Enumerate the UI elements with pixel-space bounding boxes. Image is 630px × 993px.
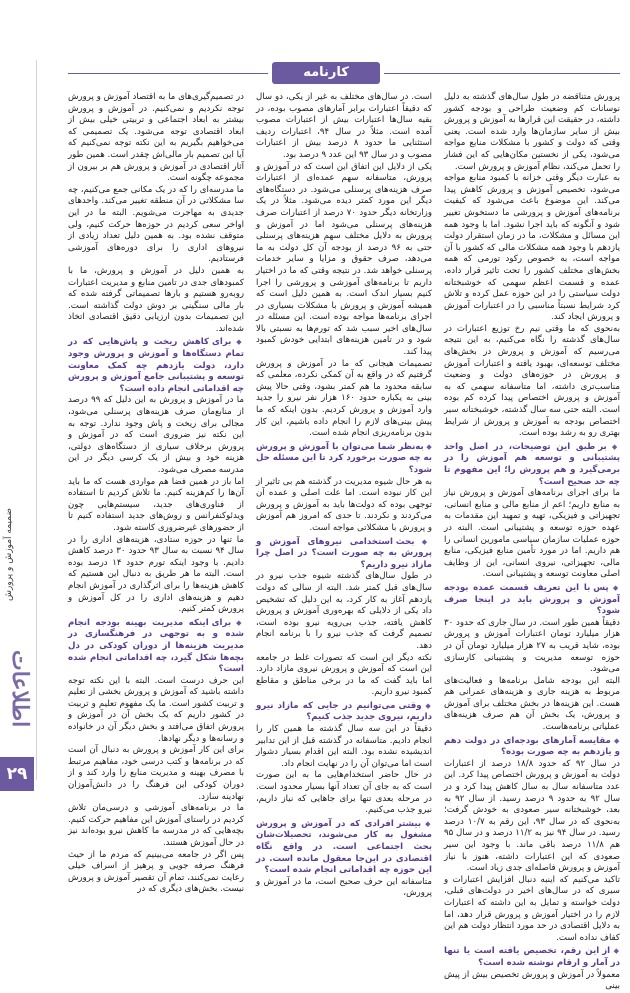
interview-question: ◆ بحث استخدامی نیروهای آموزش و پرورش به چه صورت است؟ در اصل چرا مازاد نیرو داریم؟ bbox=[256, 537, 432, 572]
body-paragraph: ما در برنامه‌های آموزشی و درسی‌مان تلاش کردیم در راستای آموزش این مفاهیم حرکت کنیم. بچه‌هایی که در مدرسه ما کاهش نیرو بوده‌اند نیز در حال آموزش هستند. bbox=[68, 803, 244, 848]
header-rule-right bbox=[384, 73, 620, 74]
body-paragraph: در حال حاضر استخدام‌هایی ما به این صورت است که به جای آن تعداد آنها بسیار محدود است. در مرحله بعدی تنها برای جاهایی که نیاز داریم، نیرو جذب می‌کنیم. bbox=[256, 770, 432, 816]
body-paragraph: تصمیمات هیجانی که ما در آموزش و پرورش گرفتیم که در واقع به آن کمکی نکرده، معلمی که سابقه محدود ما هم کمتر بشود، وقتی حالا پیش بینی به یکباره حدود ۱۶۰ هزار نفر نیرو را جدید وارد آموزش و پرورش کردیم. بدون اینکه که ما پیش بینی‌های لازم را انجام داده باشیم، این کار بدون برنامه‌ریزی انجام شده است. bbox=[256, 358, 432, 439]
body-paragraph: در سال ۹۲ که حدود ۱۸/۸ درصد از اعتبارات دولت به آموزش و پرورش اختصاص پیدا کرد. این عدد متاسفانه سال به سال کاهش پیدا کرد و در سال ۹۲ به حدود ۹ درصد رسید. از سال ۹۲ به بعد، خوشبختانه سیر صعودی به خودش گرفت؛ به‌نحوی که در سال ۹۳، این رقم به ۱۰/۷ درصد رسید. در سال ۹۴ نیز به ۱۱/۲ درصد و در سال ۹۵ هم ۱۱/۸ درصد باقی ماند. با وجود این سیر صعودی که این اعتبارات داشته، هنوز با نیاز آموزش و پرورش فاصله‌ای جدی زیاد است. bbox=[444, 758, 621, 874]
page-number: ۲۹ bbox=[0, 757, 34, 791]
body-paragraph: اما باز در همین فضا هم مواردی هست که ما باید آن‌ها را کم‌هزینه کنیم. ما تلاش کردیم تا استفاده از فناوری‌های جدید، سیستم‌هایی چون ویدئوکنفرانس و روش‌های جدید استفاده کنیم تا از حضورهای غیرضروری کاسته شود. bbox=[68, 476, 244, 533]
body-paragraph: برای این کار آموزش و پرورش به دنبال آن است که در برنامه‌ها و کتب درسی خود، مفاهیم مرتبط با مصرف بهینه و مدیریت منابع را وارد کند و از دوران کودکی این فرهنگ را در دانش‌آموزان نهادینه سازد. bbox=[68, 745, 244, 802]
body-paragraph: تاکید می‌کنیم که اینبه دنبال افزایش اعتبارات و سیری که در سال‌های اخیر در دولت‌های قبلی، دولت خواسته و تمایل به این داشته که اعتبارات لازم را در اختیار آموزش و پرورش قرار دهد، اما به دلایل اقتصادی در حد مورد انتظار دولت هم این کفاف نداده است. bbox=[444, 874, 620, 943]
section-title: کارنامه bbox=[272, 62, 380, 84]
body-paragraph: ما مدرسه‌ای را که در یک مکانی جمع می‌کنیم، چه سا مشکلاتی در آن منطقه تغییر می‌کند. واحدهای جدیدی به مهاجرت می‌شویم. البته ما در این اواخر سعی کردیم در حوزه‌ها حرکت کنیم، ولی متوقف نشده بود. به همین دلیل تعداد زیادی از نیروهای اداری را برای دوره‌های آموزشی فرستادیم. bbox=[68, 184, 244, 265]
body-paragraph: به همین دلیل در آموزش و پرورش، ما با کمبودهای جدی در تامین منابع و مدیریت اعتبارات روبه‌رو هستیم و بارها تصمیماتی گرفته شده که بار مالی سنگینی بر دوش دولت گذاشته است. این تصمیمات بدون ارزیابی دقیق اقتصادی اتخاذ شده‌اند. bbox=[68, 265, 244, 334]
interview-question: ◆ بیشتر افرادی که در آموزش و پرورش مشغول به کار می‌شوند، تحصیلات‌شان بحث اجتماعی است. در واقع نگاه اقتصادی در این‌جا معقول مانده است. در این حوزه چه اقداماتی انجام شده است؟ bbox=[256, 819, 432, 877]
body-paragraph: ما تنها در حوزه ستادی، هزینه‌های اداری را در سال ۹۴ نسبت به سال ۹۳ حدود ۳۰ درصد کاهش دادیم. با وجود اینکه تورم حدود ۱۴ درصد بوده است. البته ما هر طریق به دنبال این هستیم که کاهش هزینه‌ها را برای اثرگذاری در آموزش انجام دهیم و هزینه‌های اداری را در کل آموزش و پرورش کمتر کنیم. bbox=[68, 534, 244, 615]
interview-question: ◆ برای کاهش ریخت و پاش‌هایی که در تمام دستگاه‌ها و آموزش و پرورش وجود دارد، دولت یازدهم چه کمک معاونت توسعه و پشتیبانی جامع آموزش و پرورش چه اقداماتی انجام داده است؟ bbox=[68, 337, 244, 395]
interview-question: ◆ مقایسه آمارهای بودجه‌ای در دولت دهم و یازدهم به چه صورت بوده؟ bbox=[444, 736, 620, 759]
body-paragraph: در طول سال‌های گذشته شیوه جذب نیرو در سال‌های قبل کمتر شد. البته از سالی که دولت یازدهم آغاز به کار کرد، به این دلیل که تشخیص داد یکی از دلایلی که بهره‌وری آموزش و پرورش کاهش یافته، جذب بی‌رویه نیرو بوده است، تصمیم گرفت که جذب نیرو را با برنامه انجام دهد. bbox=[256, 571, 432, 651]
column-right bbox=[444, 92, 621, 992]
body-paragraph: یکی از دلایل این اتفاق این است که در آموزش و پرورش، متاسفانه سهم عمده‌ای از اعتبارات صرف هزینه‌های پرسنلی می‌شود. در دستگاه‌های دیگر این مورد کمتر دیده می‌شود. مثلاً در یک وزارتخانه دیگر حدود ۷۰ درصد از اعتبارات صرف هزینه‌های پرسنلی می‌شود اما در آموزش و پرورش به دلایل مختلف سهم هزینه‌های پرسنلی حتی به ۹۶ درصد از بودجه آن کل دولت به ما می‌دهد، صرف حقوق و مزایا و سایر خدمات پرسنلی خواهد شد. در نتیجه وقتی که ما در اختیار داریم تا برنامه‌های آموزشی و پرورشی را اجرا کنیم بسیار اندک است. به همین دلیل است که همیشه آموزش و پرورش با مشکلات بسیاری در اجرای برنامه‌ها مواجه بوده است. این مسئله در سال‌های اخیر سبب شد که تورم‌ها به نسبتی بالا شود و در تامین هزینه‌های ابتدایی خودش کمبود پیدا کند. bbox=[256, 161, 433, 358]
body-paragraph: به هر حال شیوه مدیریت در گذشته هم بی تاثیر از این کار نبوده است. اما علت اصلی و عمده آن توجهی بوده که دولت‌ها باید به آموزش و پرورش می‌کردند و نکردند. تا حدی که امروز هم آموزش و پرورش با مشکلاتی مواجه است. bbox=[256, 476, 432, 533]
body-paragraph: متاسفانه این حرف صحیح است، ما در آموزش و پرورش، bbox=[256, 876, 432, 899]
body-paragraph: نکته دیگر این است که تصورات غلط در جامعه این است که آموزش و پرورش نیروی مازاد دارد. اما باید گفت که ما در برخی مناطق و مقاطع کمبود نیرو داریم. bbox=[256, 652, 432, 698]
body-paragraph: این حرف درست است. البته با این نکته توجه داشته باشید که آموزش و پرورش بخشی از تعلیم و تربیت کشور است. ما یک مفهوم تعلیم و تربیت در کشور داریم که یک بخش آن در آموزش و پرورش اتفاق می‌افتد و بخش دیگر آن در خانواده و رسانه‌ها و دیگر نهادها. bbox=[68, 675, 244, 744]
magazine-logo: اطلاعات bbox=[7, 650, 33, 728]
body-paragraph: ما برای اجرای برنامه‌های آموزش و پرورش نیاز به منابع داریم؛ اعم از منابع مالی و منابع انسانی، تجهیزاتی و فیزیکی، تهیه و تمهید این مقدمات به عهده حوزه توسعه و پشتیبانی است. البته در حوزه عملیات سازمان سیاسی مامورین انسانی را هم داریم. اما در مورد تأمین منابع فیزیکی، منابع مالی، تجهیزاتی، نیروی انسانی، این از وظایف اصلی معاونت توسعه و پشتیبانی است. bbox=[444, 488, 620, 580]
column-left bbox=[68, 92, 244, 895]
body-paragraph: ما در آموزش و پرورش به این دلیل که ۹۹ درصد از منابع‌مان صرف هزینه‌های پرسنلی می‌شود، مجالی برای ریخت و پاش وجود ندارد. توجه به این نکته نیز ضروری است که در آموزش و پرورش برخلاف سیاری از دستگاه‌های دولتی، هزینه خود و بیش از یک کرسی دیگر در این مدرسه مصرف می‌شود. bbox=[68, 395, 244, 475]
header-rule-left bbox=[68, 73, 268, 74]
interview-question: ◆ پس با این تعریف قسمت عمده بودجه آموزش و پرورش باید در اینجا صرف شود؟ bbox=[444, 583, 620, 618]
body-paragraph: پرورش متناقضه در طول سال‌های گذشته به دلیل نوسانات کم وضعیت طراحی و بودجه کشور داشته، در حقیقت این قرارها به آموزش و پرورش بیش از سایر سازمان‌ها وارد شده است. یعنی وقتی که دولت و کشور با مشکلات منابع مواجه می‌شود، یکی از نخستین مکان‌هایی که این فشار را تحمل می‌کند، نظام آموزش و پرورش است. bbox=[444, 92, 620, 172]
sidebar-divider bbox=[36, 60, 37, 780]
body-paragraph: البته این بودجه شامل برنامه‌ها و فعالیت‌های مربوط به هزینه جاری و هزینه‌های عمرانی هم هست. این هزینه‌ها در بخش مختلف برای آموزش و پرورش، یک بخش آن هم صرف هزینه‌های عملیاتی برنامه‌هاست. bbox=[444, 675, 620, 733]
interview-question: ◆ بر طبق این توضیحات، در اصل واحد پشتیبانی و توسعه هم آموزش را در برمی‌گیرد و هم پرورش را؛ این مفهوم تا چه حد صحیح است؟ bbox=[444, 442, 620, 488]
interview-question: ◆ به‌نظر شما می‌توان با آموزش و پرورش به چه صورت برخورد کرد تا این مسئله حل شود؟ bbox=[256, 442, 432, 477]
body-paragraph: به‌نحوی که ما وقتی نیم رخ توزیع اعتبارات در سال‌های گذشته را نگاه می‌کنیم، به این نتیجه می‌رسیم که آموزش و پرورش در بخش‌های مختلف توسعه‌ای، بهبود یافته و اعتبارات آموزش و پرورش در حوزه‌های دولت و وضعیت مناسب‌تری داشته، اما متاسفانه سهمی که به آموزش و پرورش اختصاص پیدا کرده کم بوده است. البته حتی سه سال گذشته، خوشبختانه سیر اختصاص بودجه به آموزش و پرورش از شرایط بهتری رو به رشد بوده است. bbox=[444, 323, 620, 439]
body-paragraph: معمولاً در آموزش و پرورش تخصیص بیش از پیش بینی bbox=[444, 969, 620, 992]
interview-question: ◆ برای اینکه مدیریت بهینه بودجه انجام شده و به توجهی در فرهنگسازی در مدیریت هزینه‌ها از دوران کودکی در دل بچه‌ها شکل گیرد، چه اقداماتی انجام شده است؟ bbox=[68, 618, 244, 676]
interview-question: ◆ از این رقم، تخصیص یافته است یا تنها در آمار و ارقام نوشته شده است؟ bbox=[444, 946, 620, 969]
body-paragraph: در تصمیم‌گیری‌های ما به اقتصاد آموزش و پرورش توجه نکردیم و نمی‌کنیم. در آموزش و پرورش بیشتر به ابعاد اجتماعی و تربیتی خیلی بیش از ابعاد اقتصادی توجه می‌شود. یک تصمیمی که می‌خواهیم بگیریم به این نکته توجه نمی‌کنیم که آیا این تصمیم بار مالی‌اش چقدر است. همین طور آثار اقتصادی در آموزش و پرورش هم بر بیرون از مجموعه چگونه است. bbox=[68, 92, 244, 184]
body-paragraph: به عبارت دیگر وقتی خزانه با کمبود منابع مواجه می‌شود، تخصیص آموزش و پرورش کاهش پیدا می‌کند. این موضوع باعث می‌شود که کیفیت برنامه‌های آموزش و پرورشی ما دستخوش تغییر شود و آنگونه که باید اجرا نشود. اما با وجود همه این مسائل و مشکلات، ما در زمان استقرار دولت یازدهم با وجود همه مشکلات مالی که کشور با آن مواجه است، به خصوص رکود تورمی که همه بخش‌های مختلف کشور را تحت تاثیر قرار داده، عمده و قسمت اعظم سهمی که خوشبختانه دولت سیاستی را در این حوزه عمل کرده و تلاش کرد شرایط نسبتاً مناسبی را در اعتبارات آموزش و پرورش ایجاد کند. bbox=[444, 173, 620, 323]
body-paragraph: پس اگر در جامعه می‌بینیم که مردم ما از حیث فرهنگ صرفه جویی و پرهیز از اسراف خیلی رعایت نمی‌کنند، تمام آن تقصیر آموزش و پرورش نیست. بخش‌های دیگری که در bbox=[68, 849, 244, 895]
left-sidebar bbox=[0, 0, 34, 820]
body-paragraph: دقیقاً در این سه سال گذشته ما همین کار را انجام دادیم. متاسفانه در گذشته قبل از این تدابیر اندیشیده نشده بود. البته این اقدام بسیار دشوار است اما می‌توان آن را در نهایت انجام داد. bbox=[256, 724, 432, 769]
body-paragraph: است. در سال‌های مختلف به غیر از یکی، دو سال که دقیقاً اعتبارات برابر آمارهای مصوب بوده، در بقیه سال‌ها اعتبارات بیش از اعتبارات مصوب آمده است. مثلاً در سال ۹۴، اعتبارات ردیف استثنایی ما حدود ۸ درصد بیش از اعتبارات مصوب و در سال ۹۳ این عدد ۹ درصد بود. bbox=[256, 92, 433, 160]
body-paragraph: دقیقاً همین طور است. در سال جاری که حدود ۳۰ هزار میلیارد تومان اعتبارات آموزش و پرورش بوده، شاید قریب به ۲۷ هزار میلیارد تومان آن در حوزه توسعه مدیریت و پشتیبانی کارسازی می‌شود. bbox=[444, 617, 620, 675]
column-middle bbox=[256, 92, 433, 899]
supplement-caption: ضمیمه آموزش و پرورش bbox=[4, 508, 14, 602]
interview-question: ◆ وقتی می‌توانیم در جایی که مازاد نیرو داریم، نیروی جدید جذب کنیم؟ bbox=[256, 701, 432, 724]
